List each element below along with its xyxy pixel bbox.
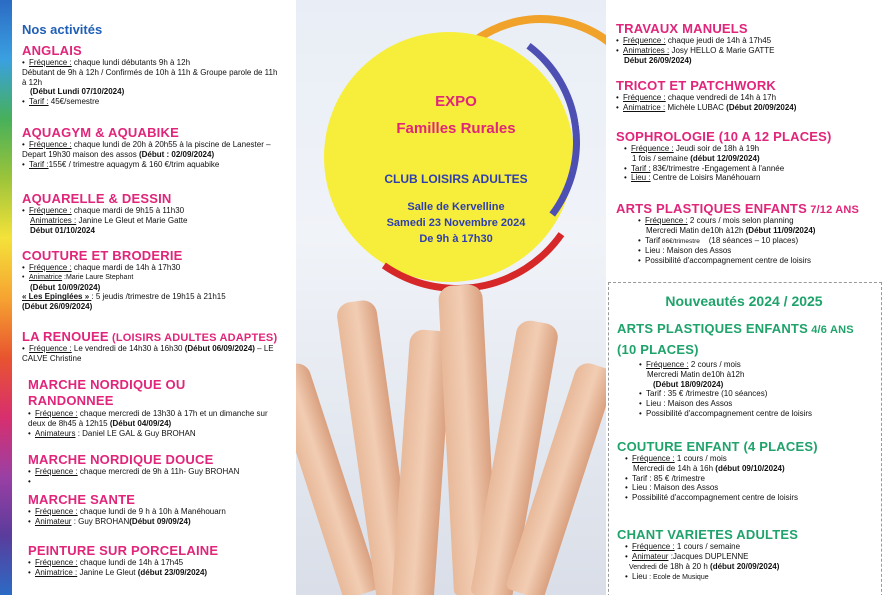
activity-title: AQUAGYM & AQUABIKE	[22, 125, 179, 140]
activity-title: COUTURE ET BRODERIE	[22, 248, 183, 263]
activity-aquagym: AQUAGYM & AQUABIKE • Fréquence : chaque lundi de 20h à 20h55 à la piscine de Lanester – Depart 19h30 maison des assos (Début : 02/09/2024) • Tarif :155€ / trimestre aquagym & 160 €/trim aquabike	[22, 125, 280, 169]
nouveautes-title: Nouveautés 2024 / 2025	[665, 293, 823, 309]
activity-marche-douce: MARCHE NORDIQUE DOUCE • Fréquence : chaque mercredi de 9h à 11h- Guy BROHAN •	[28, 452, 280, 487]
activity-title: TRAVAUX MANUELS	[616, 21, 748, 36]
activity-couture-enfant: COUTURE ENFANT (4 PLACES) • Fréquence : 1 cours / mois Mercredi de 14h à 16h (début 09/10/2024) • Tarif : 85 € /trimestre • Lieu : Maison des Assos • Possibilité d'accompagnement centre de loisirs	[617, 439, 879, 503]
nouveautes-box	[608, 282, 882, 595]
section-heading: Nos activités	[22, 22, 103, 37]
date-text: Samedi 23 Novembre 2024	[386, 217, 526, 229]
activity-title: COUTURE ENFANT (4 PLACES)	[617, 439, 818, 454]
activity-title: CHANT VARIETES ADULTES	[617, 527, 799, 542]
activity-title: AQUARELLE & DESSIN	[22, 191, 172, 206]
venue-text: Salle de Kervelline	[407, 201, 505, 213]
activity-sophrologie: SOPHROLOGIE (10 A 12 PLACES) • Fréquence : Jeudi soir de 18h à 19h 1 fois / semaine (début 12/09/2024) • Tarif : 83€/trimestre -Engagement à l'année • Lieu : Centre de Loisirs Manéhouarn	[616, 129, 882, 183]
hours-text: De 9h à 17h30	[419, 233, 493, 245]
activity-tricot: TRICOT ET PATCHWORK • Fréquence : chaque vendredi de 14h à 17h • Animatrice : Michèle LUBAC (Début 20/09/2024)	[616, 78, 882, 113]
activity-anglais: ANGLAIS • Fréquence : chaque lundi débutants 9h à 12h Débutant de 9h à 12h / Confirmés de 10h à 11h & Groupe parole de 11h à 12h (Début Lundi 07/10/2024) • Tarif : 45€/semestre	[22, 43, 280, 107]
club-title: CLUB LOISIRS ADULTES	[384, 172, 528, 186]
activity-title: MARCHE NORDIQUE OU RANDONNEE	[28, 377, 186, 408]
expo-title: EXPO	[435, 93, 477, 110]
activity-marche-sante: MARCHE SANTE • Fréquence : chaque lundi de 9 h à 10h à Manéhouarn • Animateur : Guy BROHAN(Début 09/09/24)	[28, 492, 280, 527]
activity-title: ARTS PLASTIQUES ENFANTS 7/12 ANS	[616, 201, 860, 216]
familles-rurales-title: Familles Rurales	[396, 120, 516, 137]
center-poster	[296, 0, 606, 595]
left-column	[18, 0, 280, 595]
activity-arts-plastiques-4-6: ARTS PLASTIQUES ENFANTS 4/6 ANS (10 PLACES) • Fréquence : 2 cours / mois Mercredi Matin de10h à12h (Début 18/09/2024) • Tarif : 35 € /trimestre (10 séances) • Lieu : Maison des Assos • Possibilité d'accompagnement centre de loisirs	[617, 319, 879, 419]
activity-arts-plastiques: ARTS PLASTIQUES ENFANTS 7/12 ANS • Fréquence : 2 cours / mois selon planning Mercredi Matin de10h à12h (Début 11/09/2024) • Tarif 86€/trimestre (18 séances – 10 places) • Lieu : Maison des Assos • Possibilité d'accompagnement centre de loisirs	[616, 201, 882, 266]
activity-marche-nordique: MARCHE NORDIQUE OU RANDONNEE • Fréquence : chaque mercredi de 13h30 à 17h et un dimanche sur deux de 8h45 à 12h15 (Début 04/09/24) • Animateurs : Daniel LE GAL & Guy BROHAN	[28, 377, 280, 438]
activity-renouee: LA RENOUEE (LOISIRS ADULTES ADAPTES) • Fréquence : Le vendredi de 14h30 à 16h30 (Début 06/09/2024) – LE CALVE Christine	[22, 329, 280, 364]
activity-chant: CHANT VARIETES ADULTES • Fréquence : 1 cours / semaine • Animateur :Jacques DUPLENNE Vendredi de 18h à 20 h (début 20/09/2024) • Lieu : Ecole de Musique	[617, 527, 879, 583]
activity-title: PEINTURE SUR PORCELAINE	[28, 543, 219, 558]
activity-title: LA RENOUEE (LOISIRS ADULTES ADAPTES)	[22, 329, 278, 344]
activity-title: ARTS PLASTIQUES ENFANTS 4/6 ANS (10 PLACES)	[617, 321, 854, 357]
activity-couture: COUTURE ET BRODERIE • Fréquence : chaque mardi de 14h à 17h30 • Animatrice :Marie Laure Stephant (Début 10/09/2024) « Les Epinglées » : 5 jeudis /trimestre de 19h15 à 21h15 (Début 26/09/2024)	[22, 248, 280, 312]
activity-title: TRICOT ET PATCHWORK	[616, 78, 777, 93]
activity-travaux: TRAVAUX MANUELS • Fréquence : chaque jeudi de 14h à 17h45 • Animatrices : Josy HELLO & Marie GATTE Début 26/09/2024)	[616, 21, 882, 65]
activity-title: MARCHE SANTE	[28, 492, 136, 507]
rainbow-strip	[0, 0, 12, 595]
activity-title: MARCHE NORDIQUE DOUCE	[28, 452, 214, 467]
activity-title: SOPHROLOGIE (10 A 12 PLACES)	[616, 129, 832, 144]
activity-porcelaine: PEINTURE SUR PORCELAINE • Fréquence : chaque lundi de 14h à 17h45 • Animatrice : Janine Le Gleut (début 23/09/2024)	[28, 543, 280, 578]
activity-aquarelle: AQUARELLE & DESSIN • Fréquence : chaque mardi de 9h15 à 11h30 Animatrices : Janine Le Gleut et Marie Gatte Début 01/10/2024	[22, 191, 280, 235]
activity-title: ANGLAIS	[22, 43, 82, 58]
